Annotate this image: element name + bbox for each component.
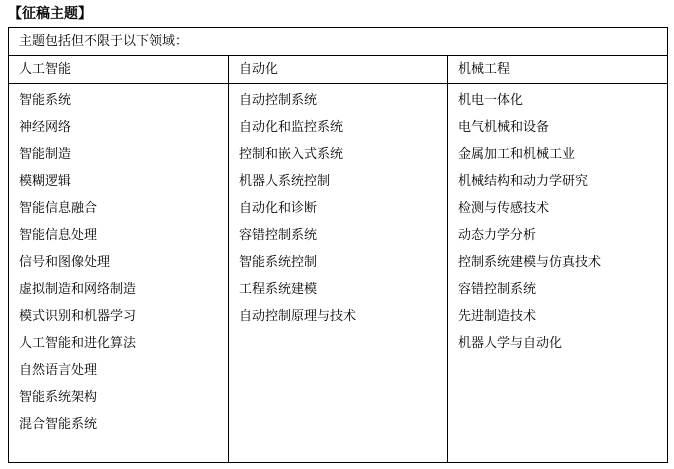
topic-item: 信号和图像处理 bbox=[19, 255, 111, 270]
topic-item: 智能信息融合 bbox=[19, 201, 98, 216]
intro-row bbox=[9, 28, 668, 56]
topic-item: 金属加工和机械工业 bbox=[458, 147, 576, 162]
topic-item: 控制和嵌入式系统 bbox=[239, 147, 344, 162]
ai-topic-list bbox=[9, 84, 229, 463]
topic-item: 容错控制系统 bbox=[458, 282, 537, 297]
topic-item: 容错控制系统 bbox=[239, 228, 318, 243]
topic-item: 人工智能和进化算法 bbox=[19, 336, 137, 351]
column-header-ai: 人工智能 bbox=[9, 56, 229, 84]
section-heading: 【征稿主题】 bbox=[8, 6, 92, 22]
topic-item: 机器人系统控制 bbox=[239, 174, 331, 189]
topic-item: 机械结构和动力学研究 bbox=[458, 174, 589, 189]
topic-item: 机器人学与自动化 bbox=[458, 336, 563, 351]
automation-topic-list bbox=[229, 84, 448, 463]
topic-item: 工程系统建模 bbox=[239, 282, 318, 297]
column-header-row bbox=[9, 56, 668, 84]
column-header-automation: 自动化 bbox=[229, 56, 448, 84]
topic-item: 自动控制原理与技术 bbox=[239, 309, 357, 324]
intro-text: 主题包括但不限于以下领域： bbox=[9, 28, 668, 56]
topic-item: 智能制造 bbox=[19, 147, 72, 162]
topic-item: 模糊逻辑 bbox=[19, 174, 72, 189]
topic-item: 模式识别和机器学习 bbox=[19, 309, 137, 324]
topic-item: 虚拟制造和网络制造 bbox=[19, 282, 137, 297]
topic-item: 先进制造技术 bbox=[458, 309, 537, 324]
topic-item: 自动控制系统 bbox=[239, 93, 318, 108]
topic-item: 智能系统控制 bbox=[239, 255, 318, 270]
topic-item: 混合智能系统 bbox=[19, 417, 98, 432]
mechanical-topic-list bbox=[448, 84, 668, 463]
topics-row bbox=[9, 84, 668, 463]
topic-item: 电气机械和设备 bbox=[458, 120, 550, 135]
topic-item: 自然语言处理 bbox=[19, 363, 98, 378]
topic-item: 动态力学分析 bbox=[458, 228, 537, 243]
topic-item: 控制系统建模与仿真技术 bbox=[458, 255, 602, 270]
topic-item: 智能系统 bbox=[19, 93, 72, 108]
topic-item: 自动化和诊断 bbox=[239, 201, 318, 216]
topic-item: 自动化和监控系统 bbox=[239, 120, 344, 135]
topic-item: 神经网络 bbox=[19, 120, 72, 135]
topic-item: 检测与传感技术 bbox=[458, 201, 550, 216]
topics-table bbox=[8, 27, 668, 463]
topic-item: 智能系统架构 bbox=[19, 390, 98, 405]
topic-item: 智能信息处理 bbox=[19, 228, 98, 243]
topic-item: 机电一体化 bbox=[458, 93, 524, 108]
column-header-mechanical: 机械工程 bbox=[448, 56, 668, 84]
